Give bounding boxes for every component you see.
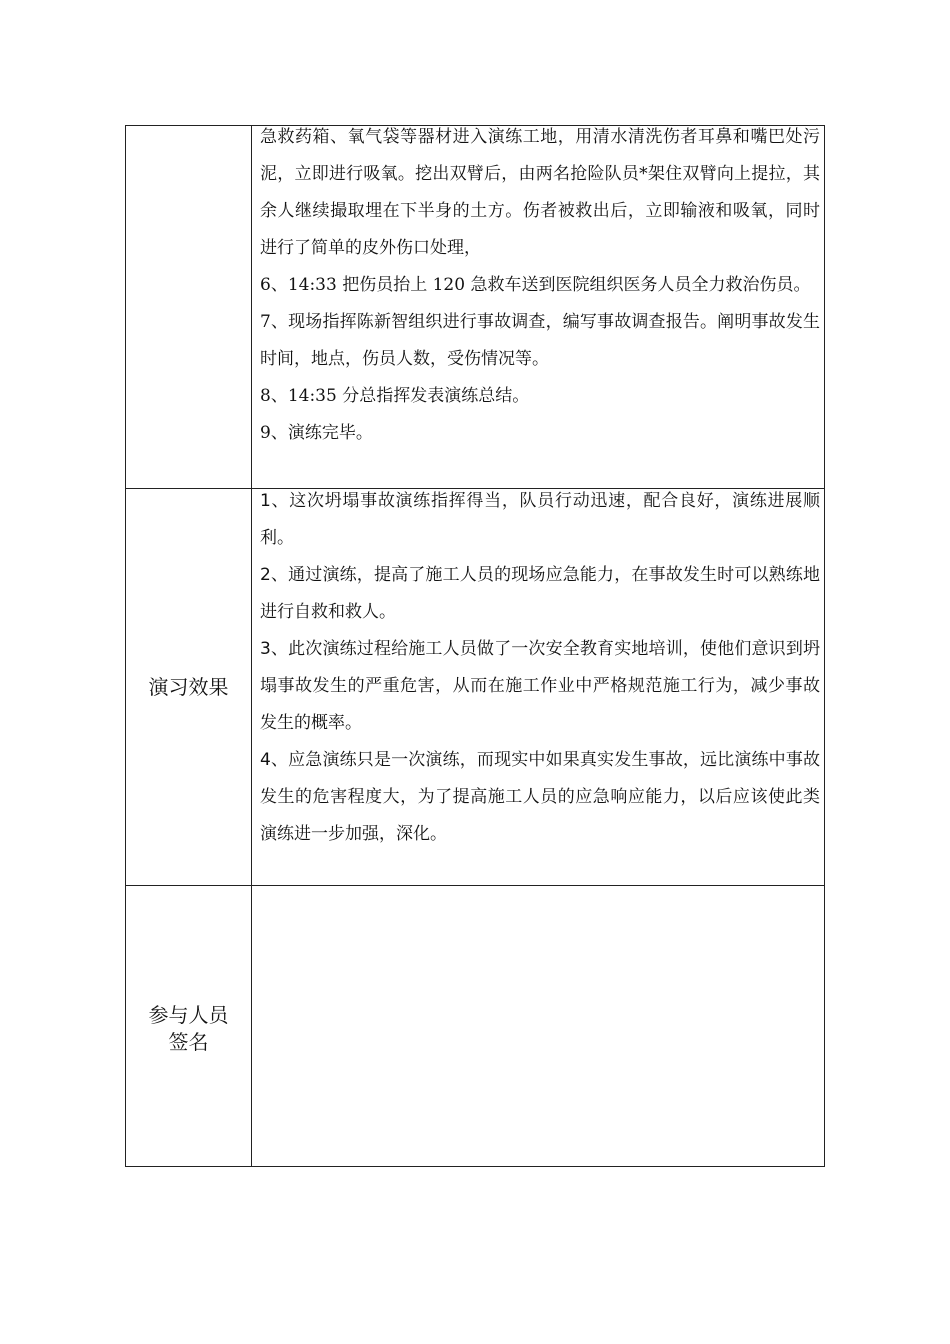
effect-line: 1、这次坍塌事故演练指挥得当，队员行动迅速，配合良好，演练进展顺利。 xyxy=(260,491,820,548)
process-line: 8、14:35 分总指挥发表演练总结。 xyxy=(260,386,530,406)
effect-line: 4、应急演练只是一次演练，而现实中如果真实发生事故，远比演练中事故发生的危害程度大，为了提高施工人员的应急响应能力，以后应该使此类演练进一步加强，深化。 xyxy=(260,750,820,844)
process-line: 7、现场指挥陈新智组织进行事故调查，编写事故调查报告。阐明事故发生时间，地点，伤员人数，受伤情况等。 xyxy=(260,312,820,369)
process-line: 急救药箱、氧气袋等器材进入演练工地，用清水清洗伤者耳鼻和嘴巴处污泥，立即进行吸氧。挖出双臂后，由两名抢险队员*架住双臂向上提拉，其余人继续撮取埋在下半身的土方。伤者被救出后，立即输液和吸氧，同时进行了简单的皮外伤口处理， xyxy=(260,127,820,258)
process-content xyxy=(260,119,820,452)
signature-label-line1: 参与人员 xyxy=(148,1003,229,1027)
process-line: 6、14:33 把伤员抬上 120 急救车送到医院组织医务人员全力救治伤员。 xyxy=(260,275,811,295)
signature-label xyxy=(126,1002,251,1056)
effect-label: 演习效果 xyxy=(148,675,229,699)
effect-line: 3、此次演练过程给施工人员做了一次安全教育实地培训，使他们意识到坍塌事故发生的严重危害，从而在施工作业中严格规范施工行为，减少事故发生的概率。 xyxy=(260,639,820,733)
effect-content xyxy=(260,483,820,853)
signature-area[interactable] xyxy=(252,886,824,1166)
effect-line: 2、通过演练，提高了施工人员的现场应急能力，在事故发生时可以熟练地进行自救和救人。 xyxy=(260,565,820,622)
process-line: 9、演练完毕。 xyxy=(260,423,373,443)
signature-label-line2: 签名 xyxy=(168,1030,209,1054)
drill-record-table xyxy=(125,125,825,1167)
